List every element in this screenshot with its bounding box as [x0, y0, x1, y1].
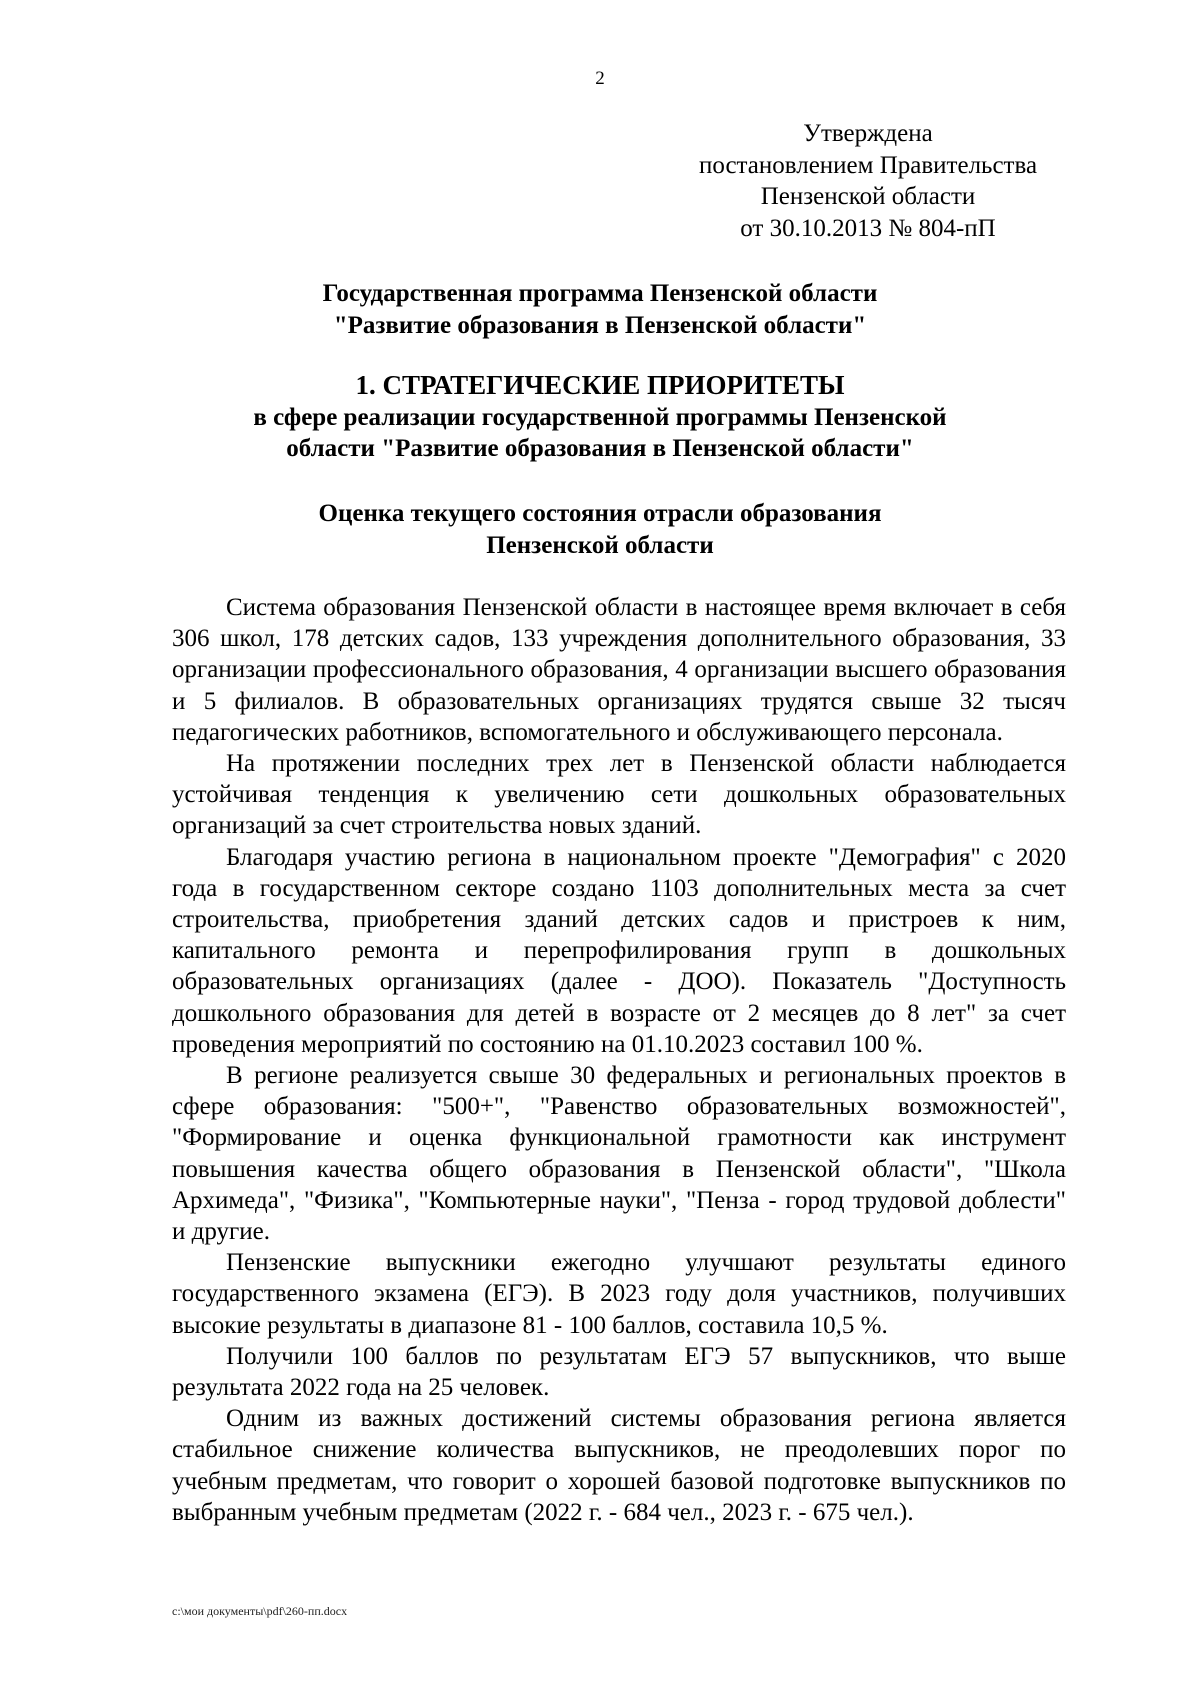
- subsection-line: Оценка текущего состояния отрасли образования: [318, 500, 882, 527]
- paragraph: Благодаря участию региона в национальном проекте "Демография" с 2020 года в государственном секторе создано 1103 дополнительных места за счет строительства, приобретения зданий детских садов и пристроев к ним, капитального ремонта и перепрофилирования групп в дошкольных образовательных организациях (далее - ДОО). Показатель "Доступность дошкольного образования для детей в возрасте от 2 месяцев до 8 лет" за счет проведения мероприятий по состоянию на 01.10.2023 составил 100 %.: [172, 843, 1066, 1058]
- approval-line: Утверждена: [803, 120, 933, 147]
- paragraph: Одним из важных достижений системы образования региона является стабильное снижение количества выпускников, не преодолевших порог по учебным предметам, что говорит о хорошей базовой подготовке выпускников по выбранным учебным предметам (2022 г. - 684 чел., 2023 г. - 675 чел.).: [172, 1405, 1066, 1526]
- page-number: 2: [595, 68, 605, 89]
- section-subtitle-line: области "Развитие образования в Пензенской области": [286, 435, 914, 462]
- approval-stamp: [668, 118, 1068, 244]
- approval-line: от 30.10.2013 № 804-пП: [740, 214, 996, 242]
- section-heading: 1. СТРАТЕГИЧЕСКИЕ ПРИОРИТЕТЫ: [355, 370, 845, 400]
- title-line: Государственная программа Пензенской области: [322, 280, 878, 307]
- section-heading-block: [170, 370, 1030, 465]
- approval-line: постановлением Правительства: [698, 151, 1038, 179]
- subsection-heading: [170, 498, 1030, 561]
- body-text: [172, 592, 1066, 1528]
- approval-line: Пензенской области: [760, 183, 976, 210]
- paragraph: Система образования Пензенской области в настоящее время включает в себя 306 школ, 178 детских садов, 133 учреждения дополнительного образования, 33 организации профессионального образования, 4 организации высшего образования и 5 филиалов. В образовательных организациях трудятся свыше 32 тысяч педагогических работников, вспомогательного и обслуживающего персонала.: [172, 594, 1066, 746]
- paragraph: Пензенские выпускники ежегодно улучшают результаты единого государственного экзамена (ЕГЭ). В 2023 году доля участников, получивших высокие результаты в диапазоне 81 - 100 баллов, составила 10,5 %.: [172, 1249, 1066, 1339]
- subsection-line: Пензенской области: [486, 531, 714, 559]
- document-title: [170, 278, 1030, 341]
- paragraph: На протяжении последних трех лет в Пензенской области наблюдается устойчивая тенденция к увеличению сети дошкольных образовательных организаций за счет строительства новых зданий.: [172, 750, 1066, 840]
- title-line: "Развитие образования в Пензенской области": [333, 311, 867, 339]
- paragraph: Получили 100 баллов по результатам ЕГЭ 57 выпускников, что выше результата 2022 года на 25 человек.: [172, 1342, 1066, 1402]
- section-subtitle-line: в сфере реализации государственной программы Пензенской: [253, 403, 947, 431]
- paragraph: В регионе реализуется свыше 30 федеральных и региональных проектов в сфере образования: "500+", "Равенство образовательных возможностей", "Формирование и оценка функциональной грамотности как инструмент повышения качества общего образования в Пензенской области", "Школа Архимеда", "Физика", "Компьютерные науки", "Пенза - город трудовой доблести" и другие.: [172, 1062, 1066, 1246]
- footer-file-path: c:\мои документы\pdf\260-пп.docx: [172, 1604, 348, 1618]
